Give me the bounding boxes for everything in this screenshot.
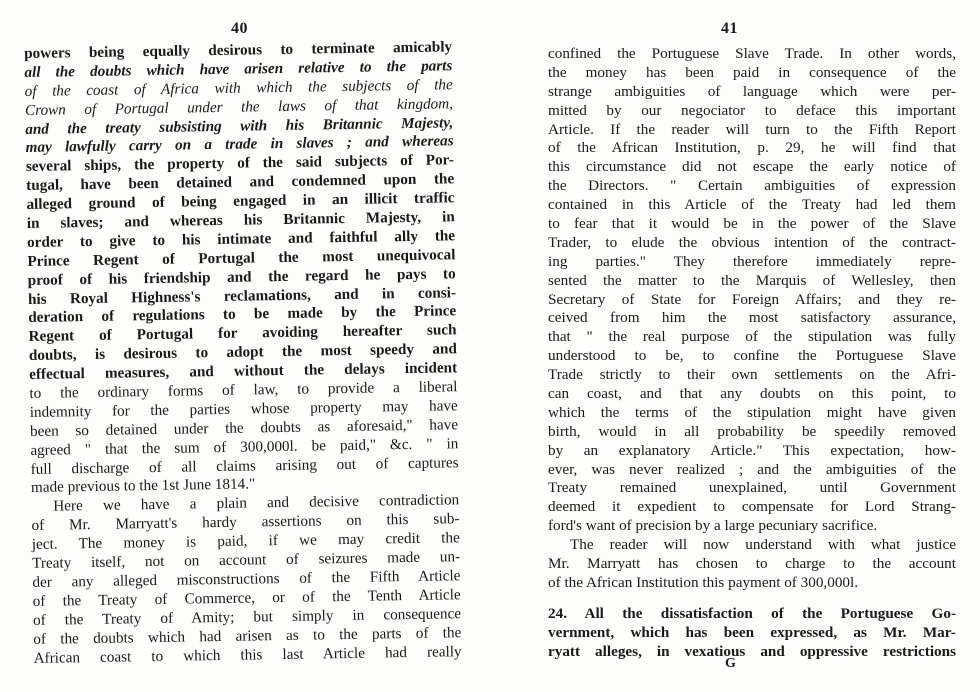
text-line: Article. If the reader will turn to the Fifth Report (548, 120, 956, 138)
text-line: been so detained under the doubts as aforesaid," have (29, 416, 459, 440)
text-line: ject. The money is paid, if we may credit the (31, 529, 460, 554)
text-line: to the ordinary forms of law, to provide a liberal (29, 378, 458, 402)
text-line: that " the real purpose of the stipulation was fully (548, 328, 956, 346)
text-line: der any alleged misconstructions of the Fifth Article (32, 567, 461, 591)
text-line: Here we have a plain and decisive contradiction (53, 491, 460, 515)
text-line: which the terms of the stipulation might have given (548, 403, 956, 421)
text-line: understood to be, to confine the Portuguese Slave (548, 347, 956, 365)
text-line: birth, would in all probability be speedily removed (548, 422, 956, 440)
text-line: Treaty itself, not on account of seizures made un- (32, 548, 461, 572)
text-line: order to give to his intimate and faithful ally the (26, 227, 456, 251)
text-line: his Royal Highness's reclamations, and in consi- (27, 283, 457, 308)
text-line: ceived from him the most satisfactory assurance, (548, 309, 956, 327)
right-page-text (548, 45, 956, 662)
text-line: African coast to which this last Article had really (33, 642, 462, 667)
text-line: of Mr. Marryatt's hardy assertions on this sub- (31, 510, 460, 535)
text-line: all the doubts which have arisen relative to the parts (24, 57, 453, 81)
text-line: Trader, to elude the obvious intention of the contract- (548, 233, 956, 251)
text-line: in slaves; and whereas his Britannic Majesty, in (26, 208, 455, 232)
text-line: indemnity for the parties whose property may have (29, 397, 458, 421)
text-line: ryatt alleges, in vexatious and oppressive restrictions (548, 642, 956, 660)
left-page-text (24, 38, 462, 668)
text-line: of the Treaty of Amity; but simply in consequence (32, 604, 462, 629)
page-number-left: 40 (231, 20, 248, 37)
text-line: powers being equally desirous to terminate amicably (24, 38, 453, 62)
text-line: mitted by our negociator to deface this important (548, 101, 956, 119)
text-line: of the Treaty of Commerce, or of the Tenth Article (32, 586, 461, 610)
text-line: agreed " that the sum of 300,000l. be paid," &c. " in (30, 434, 459, 459)
text-line: Trade strictly to their own settlements on the Afri- (548, 366, 956, 384)
text-line: the Directors. " Certain ambiguities of expression (548, 177, 956, 195)
text-line: of the African Institution, p. 29, he will find that (548, 139, 956, 157)
text-line: of the coast of Africa with which the subjects of the (24, 76, 453, 100)
text-line: deemed it expedient to compensate for Lord Strang- (548, 498, 956, 516)
text-line: sented the matter to the Marquis of Wellesley, then (548, 271, 956, 289)
text-line: confined the Portuguese Slave Trade. In other words, (548, 45, 956, 62)
text-line: and the treaty subsisting with his Britannic Majesty, (25, 113, 454, 138)
text-line: of the African Institution this payment of 300,000l. (548, 573, 859, 591)
text-line: deration of regulations to be made by the Prince (28, 302, 457, 327)
text-line: made previous to the 1st June 1814." (30, 475, 256, 497)
text-line: full discharge of all claims arising out of captures (30, 453, 459, 478)
text-line: ing parties." They therefore immediately repre- (548, 252, 956, 270)
signature-mark: G (725, 656, 736, 671)
text-line: may lawfully carry on a trade in slaves ; and whereas (25, 132, 454, 157)
text-line: alleged ground of being engaged in an illicit traffic (26, 189, 455, 214)
text-line: The reader will now understand with what justice (570, 536, 956, 554)
text-line: Secretary of State for Foreign Affairs; and they re- (548, 290, 956, 308)
text-line: ford's want of precision by a large pecuniary sacrifice. (548, 517, 878, 535)
text-line: can coast, and that any doubts on this point, to (548, 385, 956, 403)
text-line: effectual measures, and without the delays incident (29, 359, 458, 384)
text-line: several ships, the property of the said subjects of Por- (25, 151, 454, 176)
text-line: this circumstance did not escape the early notice of (548, 158, 956, 176)
text-line: ever, was never realized ; and the ambiguities of the (548, 460, 956, 478)
page-number-right: 41 (721, 20, 738, 37)
text-line: tugal, have been detained and condemned upon the (26, 170, 455, 195)
text-line: by an explanatory Article." This expectation, how- (548, 441, 956, 459)
text-line: the money has been paid in consequence of the (548, 63, 956, 81)
text-line: 24. All the dissatisfaction of the Portuguese Go- (548, 604, 956, 622)
text-line: strange ambiguities of language which were per- (548, 82, 956, 100)
text-line: to fear that it would be in the power of the Slave (548, 215, 956, 233)
text-line: Regent of Portugal for avoiding hereafter such (28, 321, 457, 346)
text-line: doubts, is desirous to adopt the most speedy and (28, 340, 457, 365)
text-line: of the doubts which had arisen as to the parts of the (33, 623, 462, 648)
text-line: Prince Regent of Portugal the most unequivocal (27, 246, 456, 270)
text-line: Treaty remained unexplained, until Government (548, 479, 956, 497)
text-line: Mr. Marryatt has chosen to charge to the account (548, 555, 956, 573)
text-line: vernment, which has been expressed, as Mr. Mar- (548, 623, 956, 641)
text-line: Crown of Portugal under the laws of that kingdom, (24, 94, 454, 119)
text-line: contained in this Article of the Treaty had led them (548, 196, 956, 214)
text-line: proof of his friendship and the regard he pays to (27, 264, 456, 289)
right-page (490, 0, 980, 692)
